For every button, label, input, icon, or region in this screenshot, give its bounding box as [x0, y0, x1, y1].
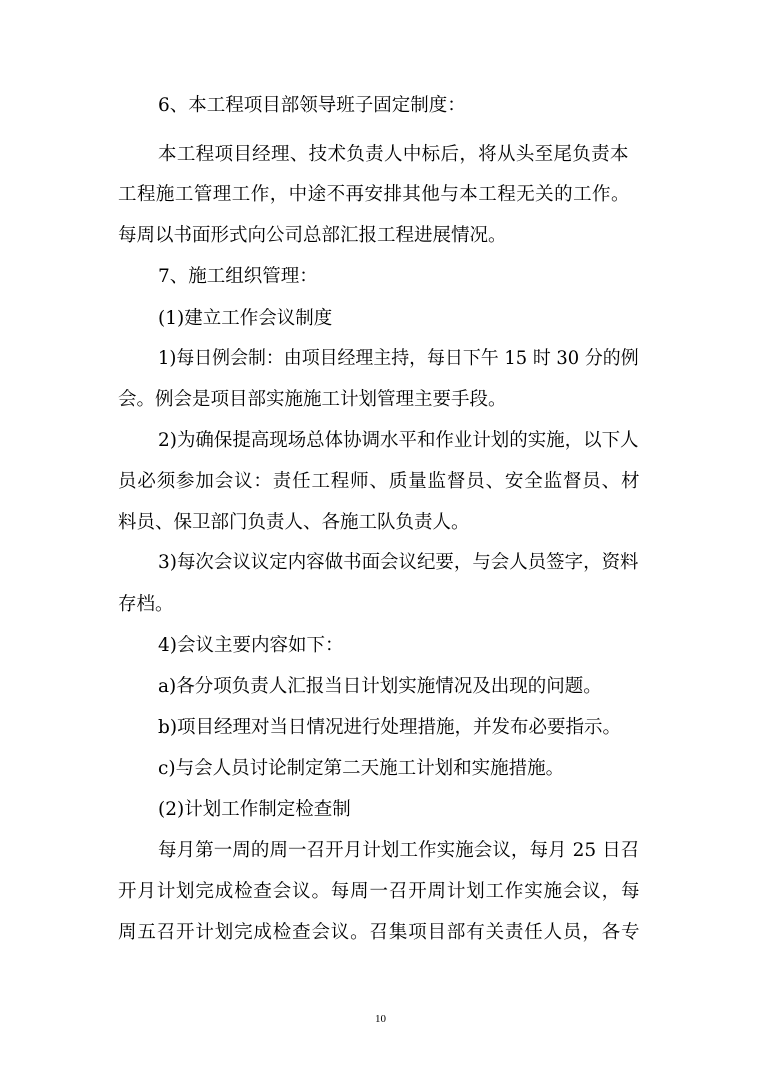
paragraph-line: 每周以书面形式向公司总部汇报工程进展情况。	[118, 225, 507, 246]
paragraph-line: 周五召开计划完成检查会议。召集项目部有关责任人员，各专	[118, 922, 641, 943]
paragraph-line: 料员、保卫部门负责人、各施工队负责人。	[118, 512, 470, 533]
page-number: 10	[375, 1013, 386, 1025]
paragraph-line: 每月第一周的周一召开月计划工作实施会议，每月 25 日召	[158, 840, 640, 861]
paragraph-line: 存档。	[118, 594, 174, 615]
paragraph-line: 4)会议主要内容如下：	[158, 635, 344, 656]
paragraph-line: 工程施工管理工作，中途不再安排其他与本工程无关的工作。	[118, 184, 630, 205]
list-item: b)项目经理对当日情况进行处理措施，并发布必要指示。	[158, 717, 622, 738]
paragraph-line: 员必须参加会议：责任工程师、质量监督员、安全监督员、材	[118, 471, 641, 492]
subsection-heading: (2)计划工作制定检查制	[158, 799, 351, 820]
paragraph-line: 会。例会是项目部实施施工计划管理主要手段。	[118, 389, 507, 410]
subsection-heading: (1)建立工作会议制度	[158, 308, 333, 329]
list-item: a)各分项负责人汇报当日计划实施情况及出现的问题。	[158, 676, 602, 697]
paragraph-line: 开月计划完成检查会议。每周一召开周计划工作实施会议，每	[118, 881, 641, 902]
section-heading: 7、施工组织管理：	[158, 266, 318, 287]
section-heading: 6、本工程项目部领导班子固定制度：	[158, 95, 466, 116]
paragraph-line: 1)每日例会制：由项目经理主持，每日下午 15 时 30 分的例	[158, 348, 639, 369]
paragraph-line: 本工程项目经理、技术负责人中标后，将从头至尾负责本	[158, 144, 629, 165]
paragraph-line: 3)每次会议议定内容做书面会议纪要，与会人员签字，资料	[158, 552, 639, 573]
list-item: c)与会人员讨论制定第二天施工计划和实施措施。	[158, 758, 565, 779]
paragraph-line: 2)为确保提高现场总体协调水平和作业计划的实施，以下人	[158, 430, 639, 451]
